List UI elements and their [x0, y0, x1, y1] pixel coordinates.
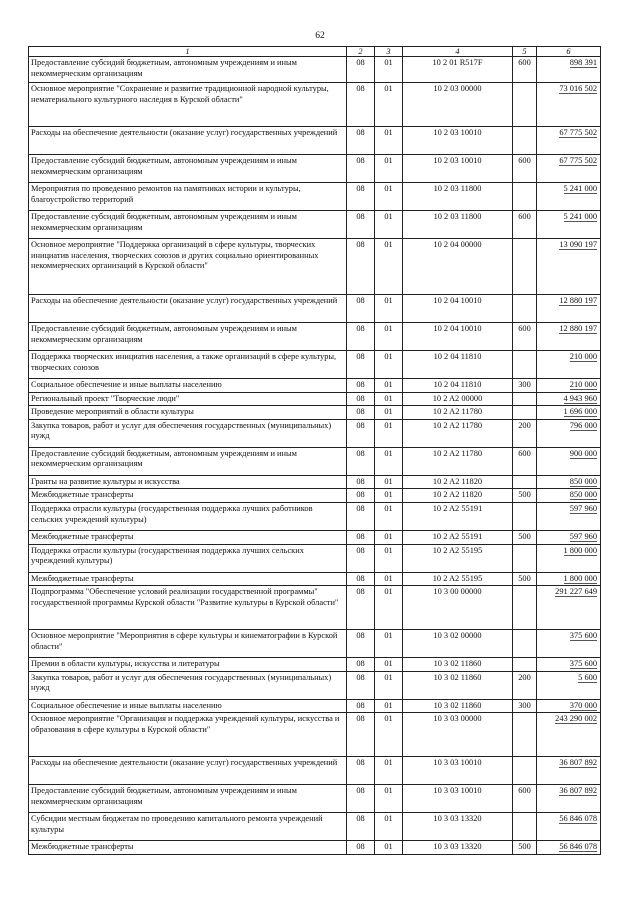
row-target-code: 10 2 04 10010 [403, 295, 513, 323]
row-section: 08 [347, 572, 375, 586]
row-name: Межбюджетные трансферты [29, 489, 347, 503]
row-expense-type [513, 544, 537, 572]
row-amount [537, 83, 601, 127]
row-target-code: 10 3 02 11860 [403, 699, 513, 713]
table-row [29, 392, 601, 406]
table-header-row [29, 47, 601, 57]
row-section: 08 [347, 475, 375, 489]
row-subsection: 01 [375, 658, 403, 672]
row-target-code: 10 3 00 00000 [403, 586, 513, 630]
row-expense-type [513, 658, 537, 672]
amount-value: 850 000 [569, 490, 597, 500]
row-subsection: 01 [375, 699, 403, 713]
row-section: 08 [347, 699, 375, 713]
amount-value: 597 960 [569, 531, 597, 541]
table-row [29, 630, 601, 658]
row-name: Основное мероприятие "Сохранение и развитие традиционной народной культуры, нематериального культурного наследия в Курской области" [29, 83, 347, 127]
row-section: 08 [347, 155, 375, 183]
row-name: Предоставление субсидий бюджетным, автономным учреждениям и иным некоммерческим организациям [29, 211, 347, 239]
row-amount [537, 757, 601, 785]
amount-value: 36 807 892 [559, 786, 597, 796]
row-name: Социальное обеспечение и иные выплаты населению [29, 379, 347, 393]
table-row [29, 475, 601, 489]
row-subsection: 01 [375, 406, 403, 420]
row-target-code: 10 2 A2 11820 [403, 489, 513, 503]
row-section: 08 [347, 586, 375, 630]
row-amount [537, 127, 601, 155]
row-amount [537, 530, 601, 544]
row-section: 08 [347, 239, 375, 295]
amount-value: 375 600 [569, 659, 597, 669]
row-target-code: 10 2 A2 00000 [403, 392, 513, 406]
row-subsection: 01 [375, 757, 403, 785]
row-amount [537, 392, 601, 406]
row-expense-type [513, 475, 537, 489]
amount-value: 5 241 000 [563, 212, 597, 221]
row-expense-type: 600 [513, 447, 537, 475]
row-amount [537, 544, 601, 572]
row-amount [537, 713, 601, 757]
row-name: Региональный проект "Творческие люди" [29, 392, 347, 406]
amount-value: 1 800 000 [563, 573, 597, 583]
row-amount [537, 572, 601, 586]
row-section: 08 [347, 544, 375, 572]
budget-table [28, 46, 601, 855]
row-subsection: 01 [375, 295, 403, 323]
row-section: 08 [347, 351, 375, 379]
row-target-code: 10 2 A2 11820 [403, 475, 513, 489]
row-name: Расходы на обеспечение деятельности (оказание услуг) государственных учреждений [29, 127, 347, 155]
row-expense-type: 600 [513, 57, 537, 83]
table-row [29, 785, 601, 813]
table-row [29, 419, 601, 447]
amount-value: 1 696 000 [563, 407, 597, 417]
row-expense-type: 200 [513, 419, 537, 447]
row-target-code: 10 3 02 11860 [403, 658, 513, 672]
amount-value: 36 807 892 [559, 758, 597, 768]
row-amount [537, 813, 601, 841]
row-expense-type [513, 183, 537, 211]
table-row [29, 572, 601, 586]
row-expense-type [513, 713, 537, 757]
row-expense-type [513, 502, 537, 530]
row-section: 08 [347, 211, 375, 239]
amount-value: 898 391 [569, 58, 597, 67]
row-expense-type: 500 [513, 841, 537, 855]
row-subsection: 01 [375, 671, 403, 699]
row-name: Предоставление субсидий бюджетным, автономным учреждениям и иным некоммерческим организациям [29, 155, 347, 183]
row-amount [537, 155, 601, 183]
row-section: 08 [347, 757, 375, 785]
row-name: Основное мероприятие "Мероприятия в сфере культуры и кинематографии в Курской области" [29, 630, 347, 658]
row-amount [537, 671, 601, 699]
row-section: 08 [347, 392, 375, 406]
row-target-code: 10 3 03 10010 [403, 757, 513, 785]
row-section: 08 [347, 713, 375, 757]
row-section: 08 [347, 530, 375, 544]
row-name: Закупка товаров, работ и услуг для обеспечения государственных (муниципальных) нужд [29, 419, 347, 447]
row-subsection: 01 [375, 379, 403, 393]
table-row [29, 502, 601, 530]
row-subsection: 01 [375, 83, 403, 127]
row-expense-type: 200 [513, 671, 537, 699]
row-expense-type: 600 [513, 785, 537, 813]
row-subsection: 01 [375, 447, 403, 475]
amount-value: 210 000 [569, 352, 597, 361]
row-amount [537, 295, 601, 323]
row-expense-type: 600 [513, 211, 537, 239]
row-target-code: 10 2 03 10010 [403, 155, 513, 183]
row-amount [537, 586, 601, 630]
row-amount [537, 489, 601, 503]
row-section: 08 [347, 406, 375, 420]
row-subsection: 01 [375, 211, 403, 239]
amount-value: 13 090 197 [559, 240, 597, 249]
row-section: 08 [347, 841, 375, 855]
row-amount [537, 57, 601, 83]
row-subsection: 01 [375, 713, 403, 757]
row-subsection: 01 [375, 813, 403, 841]
row-target-code: 10 2 04 10010 [403, 323, 513, 351]
amount-value: 243 290 002 [555, 714, 597, 724]
col-header-4: 4 [403, 47, 513, 57]
row-section: 08 [347, 447, 375, 475]
row-expense-type: 500 [513, 572, 537, 586]
amount-value: 67 775 502 [559, 128, 597, 137]
row-target-code: 10 2 A2 11780 [403, 419, 513, 447]
row-section: 08 [347, 658, 375, 672]
row-amount [537, 447, 601, 475]
table-row [29, 379, 601, 393]
row-subsection: 01 [375, 323, 403, 351]
row-section: 08 [347, 671, 375, 699]
row-target-code: 10 2 A2 11780 [403, 406, 513, 420]
amount-value: 12 880 197 [559, 296, 597, 305]
row-expense-type: 300 [513, 699, 537, 713]
row-expense-type [513, 392, 537, 406]
row-section: 08 [347, 502, 375, 530]
row-subsection: 01 [375, 530, 403, 544]
amount-value: 56 846 078 [559, 842, 597, 852]
row-target-code: 10 2 03 00000 [403, 83, 513, 127]
row-name: Межбюджетные трансферты [29, 530, 347, 544]
row-section: 08 [347, 127, 375, 155]
row-name: Расходы на обеспечение деятельности (оказание услуг) государственных учреждений [29, 757, 347, 785]
row-expense-type [513, 406, 537, 420]
row-section: 08 [347, 57, 375, 83]
row-expense-type: 300 [513, 379, 537, 393]
amount-value: 597 960 [569, 503, 597, 513]
col-header-2: 2 [347, 47, 375, 57]
row-target-code: 10 3 03 10010 [403, 785, 513, 813]
table-row [29, 83, 601, 127]
row-amount [537, 699, 601, 713]
row-name: Предоставление субсидий бюджетным, автономным учреждениям и иным некоммерческим организациям [29, 323, 347, 351]
table-body [29, 57, 601, 855]
row-name: Подпрограмма "Обеспечение условий реализации государственной программы" государственной программы Курской области "Развитие культуры в Курской области" [29, 586, 347, 630]
row-amount [537, 841, 601, 855]
amount-value: 12 880 197 [559, 324, 597, 333]
row-name: Расходы на обеспечение деятельности (оказание услуг) государственных учреждений [29, 295, 347, 323]
row-subsection: 01 [375, 489, 403, 503]
row-amount [537, 502, 601, 530]
row-expense-type [513, 295, 537, 323]
row-expense-type: 600 [513, 155, 537, 183]
row-amount [537, 239, 601, 295]
amount-value: 210 000 [569, 380, 597, 389]
row-target-code: 10 3 02 11860 [403, 671, 513, 699]
row-amount [537, 419, 601, 447]
row-target-code: 10 2 A2 55191 [403, 530, 513, 544]
row-expense-type [513, 83, 537, 127]
row-subsection: 01 [375, 630, 403, 658]
row-amount [537, 785, 601, 813]
table-row [29, 544, 601, 572]
row-target-code: 10 3 02 00000 [403, 630, 513, 658]
amount-value: 796 000 [569, 420, 597, 430]
row-section: 08 [347, 323, 375, 351]
row-target-code: 10 2 01 R517F [403, 57, 513, 83]
row-subsection: 01 [375, 239, 403, 295]
row-target-code: 10 2 03 11800 [403, 211, 513, 239]
row-section: 08 [347, 295, 375, 323]
row-target-code: 10 2 A2 55195 [403, 572, 513, 586]
col-header-1: 1 [29, 47, 347, 57]
row-name: Премии в области культуры, искусства и литературы [29, 658, 347, 672]
table-row [29, 183, 601, 211]
row-expense-type [513, 813, 537, 841]
row-name: Поддержка творческих инициатив населения, а также организаций в сфере культуры, творческих союзов [29, 351, 347, 379]
table-row [29, 530, 601, 544]
row-target-code: 10 2 A2 11780 [403, 447, 513, 475]
row-amount [537, 379, 601, 393]
table-row [29, 155, 601, 183]
table-row [29, 489, 601, 503]
row-target-code: 10 2 04 00000 [403, 239, 513, 295]
row-name: Межбюджетные трансферты [29, 841, 347, 855]
row-subsection: 01 [375, 183, 403, 211]
amount-value: 56 846 078 [559, 814, 597, 824]
table-row [29, 813, 601, 841]
page-number: 62 [315, 31, 325, 41]
table-row [29, 57, 601, 83]
row-subsection: 01 [375, 502, 403, 530]
row-subsection: 01 [375, 544, 403, 572]
row-amount [537, 323, 601, 351]
row-expense-type [513, 239, 537, 295]
row-name: Поддержка отрасли культуры (государственная поддержка лучших работников сельских учреждений культуры) [29, 502, 347, 530]
row-subsection: 01 [375, 785, 403, 813]
row-target-code: 10 2 04 11810 [403, 379, 513, 393]
row-section: 08 [347, 183, 375, 211]
row-subsection: 01 [375, 841, 403, 855]
row-subsection: 01 [375, 57, 403, 83]
table-row [29, 586, 601, 630]
row-section: 08 [347, 813, 375, 841]
amount-value: 1 800 000 [563, 545, 597, 555]
row-name: Основное мероприятие "Организация и поддержка учреждений культуры, искусства и образования в сфере культуры в Курской области" [29, 713, 347, 757]
table-row [29, 713, 601, 757]
row-name: Межбюджетные трансферты [29, 572, 347, 586]
row-subsection: 01 [375, 155, 403, 183]
row-amount [537, 475, 601, 489]
table-row [29, 211, 601, 239]
amount-value: 900 000 [569, 448, 597, 458]
table-row [29, 406, 601, 420]
row-expense-type [513, 586, 537, 630]
table-row [29, 757, 601, 785]
row-expense-type [513, 757, 537, 785]
row-amount [537, 211, 601, 239]
amount-value: 4 943 960 [563, 393, 597, 403]
row-target-code: 10 2 A2 55195 [403, 544, 513, 572]
table-row [29, 323, 601, 351]
row-amount [537, 351, 601, 379]
row-subsection: 01 [375, 392, 403, 406]
row-name: Проведение мероприятий в области культуры [29, 406, 347, 420]
table-row [29, 351, 601, 379]
row-target-code: 10 2 04 11810 [403, 351, 513, 379]
row-section: 08 [347, 419, 375, 447]
row-section: 08 [347, 83, 375, 127]
amount-value: 850 000 [569, 476, 597, 486]
amount-value: 73 016 502 [559, 84, 597, 93]
row-subsection: 01 [375, 127, 403, 155]
row-name: Предоставление субсидий бюджетным, автономным учреждениям и иным некоммерческим организациям [29, 447, 347, 475]
row-subsection: 01 [375, 351, 403, 379]
row-target-code: 10 3 03 00000 [403, 713, 513, 757]
amount-value: 291 227 649 [555, 587, 597, 597]
row-name: Социальное обеспечение и иные выплаты населению [29, 699, 347, 713]
table-row [29, 841, 601, 855]
amount-value: 370 000 [569, 700, 597, 710]
col-header-6: 6 [537, 47, 601, 57]
table-row [29, 127, 601, 155]
row-expense-type [513, 351, 537, 379]
row-target-code: 10 3 03 13320 [403, 841, 513, 855]
row-name: Предоставление субсидий бюджетным, автономным учреждениям и иным некоммерческим организациям [29, 57, 347, 83]
row-section: 08 [347, 630, 375, 658]
row-expense-type: 500 [513, 530, 537, 544]
row-amount [537, 183, 601, 211]
row-amount [537, 406, 601, 420]
row-subsection: 01 [375, 419, 403, 447]
table-row [29, 295, 601, 323]
row-subsection: 01 [375, 586, 403, 630]
row-target-code: 10 3 03 13320 [403, 813, 513, 841]
row-name: Поддержка отрасли культуры (государственная поддержка лучших сельских учреждений культуры) [29, 544, 347, 572]
amount-value: 5 600 [578, 672, 597, 682]
amount-value: 375 600 [569, 631, 597, 641]
table-row [29, 671, 601, 699]
row-name: Предоставление субсидий бюджетным, автономным учреждениям и иным некоммерческим организациям [29, 785, 347, 813]
amount-value: 5 241 000 [563, 184, 597, 193]
row-name: Закупка товаров, работ и услуг для обеспечения государственных (муниципальных) нужд [29, 671, 347, 699]
amount-value: 67 775 502 [559, 156, 597, 165]
row-target-code: 10 2 03 11800 [403, 183, 513, 211]
row-name: Мероприятия по проведению ремонтов на памятниках истории и культуры, благоустройство территорий [29, 183, 347, 211]
table-row [29, 447, 601, 475]
row-section: 08 [347, 785, 375, 813]
row-amount [537, 658, 601, 672]
row-name: Основное мероприятие "Поддержка организаций в сфере культуры, творческих инициатив населения, творческих союзов и других социально ориентированных некоммерческих организаций в Курской области" [29, 239, 347, 295]
row-expense-type [513, 630, 537, 658]
row-name: Субсидии местным бюджетам по проведению капитального ремонта учреждений культуры [29, 813, 347, 841]
row-section: 08 [347, 379, 375, 393]
row-amount [537, 630, 601, 658]
row-target-code: 10 2 03 10010 [403, 127, 513, 155]
col-header-5: 5 [513, 47, 537, 57]
row-expense-type [513, 127, 537, 155]
table-row [29, 699, 601, 713]
table-row [29, 658, 601, 672]
row-target-code: 10 2 A2 55191 [403, 502, 513, 530]
row-expense-type: 500 [513, 489, 537, 503]
row-subsection: 01 [375, 475, 403, 489]
row-section: 08 [347, 489, 375, 503]
table-row [29, 239, 601, 295]
col-header-3: 3 [375, 47, 403, 57]
row-name: Гранты на развитие культуры и искусства [29, 475, 347, 489]
row-expense-type: 600 [513, 323, 537, 351]
row-subsection: 01 [375, 572, 403, 586]
